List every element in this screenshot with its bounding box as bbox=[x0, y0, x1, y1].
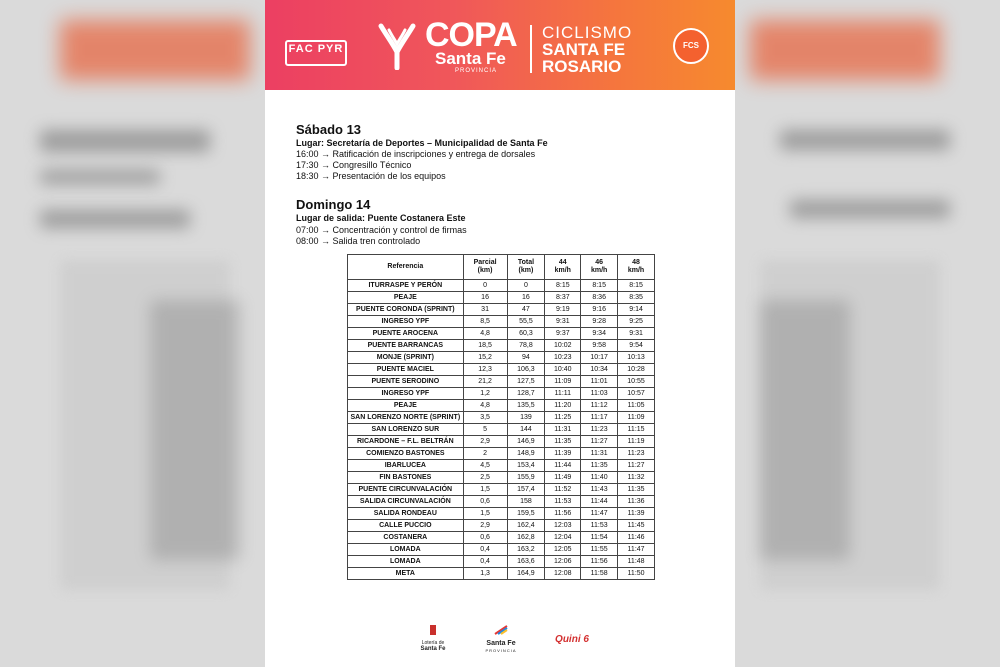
cell-48kmh: 11:48 bbox=[618, 556, 655, 568]
saturday-item: 16:00 → Ratificación de inscripciones y entrega de dorsales bbox=[296, 149, 536, 159]
table-row bbox=[348, 496, 655, 508]
rosario-label: ROSARIO bbox=[542, 57, 622, 76]
cell-total: 163,2 bbox=[507, 544, 545, 556]
header-44kmh: 44 km/h bbox=[545, 255, 581, 280]
cell-46kmh: 8:15 bbox=[581, 280, 618, 292]
cell-46kmh: 11:01 bbox=[581, 376, 618, 388]
cell-46kmh: 11:54 bbox=[581, 532, 618, 544]
cell-44kmh: 11:53 bbox=[545, 496, 581, 508]
cell-parcial: 12,3 bbox=[463, 364, 507, 376]
cell-referencia: SALIDA CIRCUNVALACIÓN bbox=[348, 496, 464, 508]
cell-48kmh: 8:15 bbox=[618, 280, 655, 292]
cell-referencia: PEAJE bbox=[348, 400, 464, 412]
header-banner bbox=[265, 0, 735, 90]
cell-parcial: 4,8 bbox=[463, 328, 507, 340]
route-timetable bbox=[347, 254, 655, 580]
cell-parcial: 0,4 bbox=[463, 556, 507, 568]
cell-parcial: 2,5 bbox=[463, 472, 507, 484]
cell-44kmh: 11:39 bbox=[545, 448, 581, 460]
cell-48kmh: 10:13 bbox=[618, 352, 655, 364]
fac-logo: FAC PYR bbox=[285, 40, 347, 66]
saturday-title: Sábado 13 bbox=[296, 122, 362, 137]
cell-total: 155,9 bbox=[507, 472, 545, 484]
cell-referencia: INGRESO YPF bbox=[348, 316, 464, 328]
table-row bbox=[348, 364, 655, 376]
cell-48kmh: 11:39 bbox=[618, 508, 655, 520]
cell-48kmh: 11:05 bbox=[618, 400, 655, 412]
cell-46kmh: 9:58 bbox=[581, 340, 618, 352]
banner-divider bbox=[530, 25, 532, 73]
cell-44kmh: 12:08 bbox=[545, 568, 581, 580]
cell-referencia: PUENTE MACIEL bbox=[348, 364, 464, 376]
copa-emblem-icon bbox=[377, 22, 417, 70]
copa-provincia: PROVINCIA bbox=[455, 68, 498, 74]
table-row bbox=[348, 340, 655, 352]
cell-parcial: 2,9 bbox=[463, 520, 507, 532]
cell-44kmh: 9:37 bbox=[545, 328, 581, 340]
cell-referencia: SAN LORENZO SUR bbox=[348, 424, 464, 436]
cell-parcial: 1,5 bbox=[463, 484, 507, 496]
cell-total: 94 bbox=[507, 352, 545, 364]
cell-parcial: 5 bbox=[463, 424, 507, 436]
cell-referencia: CALLE PUCCIO bbox=[348, 520, 464, 532]
table-row bbox=[348, 304, 655, 316]
cell-46kmh: 11:55 bbox=[581, 544, 618, 556]
quini6-logo: Quini 6 bbox=[555, 634, 589, 645]
cell-total: 164,9 bbox=[507, 568, 545, 580]
cell-46kmh: 11:31 bbox=[581, 448, 618, 460]
cell-total: 128,7 bbox=[507, 388, 545, 400]
sunday-item: 08:00 → Salida tren controlado bbox=[296, 236, 421, 246]
santa-fe-flag-icon bbox=[493, 625, 509, 635]
cell-parcial: 8,5 bbox=[463, 316, 507, 328]
cell-parcial: 31 bbox=[463, 304, 507, 316]
cell-46kmh: 11:43 bbox=[581, 484, 618, 496]
cell-total: 106,3 bbox=[507, 364, 545, 376]
cell-44kmh: 9:31 bbox=[545, 316, 581, 328]
cell-48kmh: 8:35 bbox=[618, 292, 655, 304]
loteria-emblem-icon bbox=[428, 625, 438, 635]
cell-total: 135,5 bbox=[507, 400, 545, 412]
cell-48kmh: 10:28 bbox=[618, 364, 655, 376]
cell-referencia: LOMADA bbox=[348, 556, 464, 568]
cell-46kmh: 11:35 bbox=[581, 460, 618, 472]
cell-referencia: PUENTE BARRANCAS bbox=[348, 340, 464, 352]
santa-fe-provincia-logo: Santa Fe PROVINCIA bbox=[479, 622, 523, 653]
cell-parcial: 18,5 bbox=[463, 340, 507, 352]
copa-subtitle: Santa Fe bbox=[435, 49, 506, 68]
cell-parcial: 2,9 bbox=[463, 436, 507, 448]
document-page bbox=[265, 0, 735, 667]
table-row bbox=[348, 544, 655, 556]
table-row bbox=[348, 388, 655, 400]
cell-48kmh: 9:54 bbox=[618, 340, 655, 352]
cell-referencia: META bbox=[348, 568, 464, 580]
table-row bbox=[348, 472, 655, 484]
cell-referencia: FIN BASTONES bbox=[348, 472, 464, 484]
cell-46kmh: 11:17 bbox=[581, 412, 618, 424]
cell-44kmh: 12:06 bbox=[545, 556, 581, 568]
saturday-place: Lugar: Secretaría de Deportes – Municipalidad de Santa Fe bbox=[296, 138, 548, 148]
cell-46kmh: 11:53 bbox=[581, 520, 618, 532]
table-row bbox=[348, 292, 655, 304]
cell-46kmh: 11:40 bbox=[581, 472, 618, 484]
cell-48kmh: 11:50 bbox=[618, 568, 655, 580]
cell-46kmh: 11:27 bbox=[581, 436, 618, 448]
cell-44kmh: 11:56 bbox=[545, 508, 581, 520]
cell-46kmh: 11:12 bbox=[581, 400, 618, 412]
header-total: Total (km) bbox=[507, 255, 545, 280]
table-row bbox=[348, 352, 655, 364]
cell-total: 162,4 bbox=[507, 520, 545, 532]
table-row bbox=[348, 328, 655, 340]
cell-referencia: MONJE (SPRINT) bbox=[348, 352, 464, 364]
table-row bbox=[348, 316, 655, 328]
cell-44kmh: 11:11 bbox=[545, 388, 581, 400]
cell-parcial: 0 bbox=[463, 280, 507, 292]
cell-48kmh: 11:36 bbox=[618, 496, 655, 508]
cell-48kmh: 9:25 bbox=[618, 316, 655, 328]
cell-44kmh: 10:40 bbox=[545, 364, 581, 376]
header-48kmh: 48 km/h bbox=[618, 255, 655, 280]
cell-referencia: COMIENZO BASTONES bbox=[348, 448, 464, 460]
cell-parcial: 1,2 bbox=[463, 388, 507, 400]
cell-48kmh: 11:35 bbox=[618, 484, 655, 496]
cell-total: 60,3 bbox=[507, 328, 545, 340]
cell-48kmh: 11:32 bbox=[618, 472, 655, 484]
table-row bbox=[348, 376, 655, 388]
cell-total: 153,4 bbox=[507, 460, 545, 472]
table-row bbox=[348, 400, 655, 412]
cell-48kmh: 11:46 bbox=[618, 532, 655, 544]
cell-total: 47 bbox=[507, 304, 545, 316]
table-row bbox=[348, 412, 655, 424]
cell-total: 139 bbox=[507, 412, 545, 424]
cell-referencia: INGRESO YPF bbox=[348, 388, 464, 400]
cell-parcial: 0,6 bbox=[463, 496, 507, 508]
cell-total: 127,5 bbox=[507, 376, 545, 388]
cell-total: 159,5 bbox=[507, 508, 545, 520]
cell-total: 158 bbox=[507, 496, 545, 508]
sunday-place: Lugar de salida: Puente Costanera Este bbox=[296, 213, 466, 223]
cell-44kmh: 12:04 bbox=[545, 532, 581, 544]
cell-46kmh: 11:03 bbox=[581, 388, 618, 400]
cell-referencia: IBARLUCEA bbox=[348, 460, 464, 472]
cell-46kmh: 10:34 bbox=[581, 364, 618, 376]
cell-referencia: PEAJE bbox=[348, 292, 464, 304]
loteria-logo: Lotería de Santa Fe bbox=[413, 622, 453, 653]
cell-48kmh: 10:55 bbox=[618, 376, 655, 388]
cell-46kmh: 11:23 bbox=[581, 424, 618, 436]
table-row bbox=[348, 448, 655, 460]
cell-44kmh: 12:05 bbox=[545, 544, 581, 556]
ciclismo-label: CICLISMO bbox=[542, 23, 633, 42]
cell-total: 16 bbox=[507, 292, 545, 304]
cell-48kmh: 11:15 bbox=[618, 424, 655, 436]
cell-46kmh: 9:34 bbox=[581, 328, 618, 340]
cell-44kmh: 11:20 bbox=[545, 400, 581, 412]
cell-parcial: 1,3 bbox=[463, 568, 507, 580]
cell-44kmh: 8:37 bbox=[545, 292, 581, 304]
cell-parcial: 15,2 bbox=[463, 352, 507, 364]
cell-44kmh: 8:15 bbox=[545, 280, 581, 292]
cell-total: 78,8 bbox=[507, 340, 545, 352]
cell-48kmh: 9:14 bbox=[618, 304, 655, 316]
cell-46kmh: 11:56 bbox=[581, 556, 618, 568]
table-row bbox=[348, 532, 655, 544]
saturday-item: 17:30 → Congresillo Técnico bbox=[296, 160, 412, 170]
cell-46kmh: 10:17 bbox=[581, 352, 618, 364]
cell-46kmh: 11:44 bbox=[581, 496, 618, 508]
table-row bbox=[348, 460, 655, 472]
santa-fe-label: SANTA FE bbox=[542, 40, 626, 59]
cell-48kmh: 10:57 bbox=[618, 388, 655, 400]
cell-referencia: PUENTE CORONDA (SPRINT) bbox=[348, 304, 464, 316]
saturday-item: 18:30 → Presentación de los equipos bbox=[296, 171, 446, 181]
cell-44kmh: 11:31 bbox=[545, 424, 581, 436]
cell-total: 148,9 bbox=[507, 448, 545, 460]
cell-referencia: PUENTE CIRCUNVALACIÓN bbox=[348, 484, 464, 496]
cell-referencia: COSTANERA bbox=[348, 532, 464, 544]
cell-48kmh: 11:27 bbox=[618, 460, 655, 472]
cell-parcial: 16 bbox=[463, 292, 507, 304]
table-row bbox=[348, 508, 655, 520]
cell-total: 162,8 bbox=[507, 532, 545, 544]
cell-total: 146,9 bbox=[507, 436, 545, 448]
cell-44kmh: 11:25 bbox=[545, 412, 581, 424]
table-row bbox=[348, 484, 655, 496]
cell-44kmh: 11:52 bbox=[545, 484, 581, 496]
cell-44kmh: 11:44 bbox=[545, 460, 581, 472]
cell-total: 157,4 bbox=[507, 484, 545, 496]
cell-44kmh: 9:19 bbox=[545, 304, 581, 316]
sunday-title: Domingo 14 bbox=[296, 197, 371, 212]
cell-44kmh: 11:09 bbox=[545, 376, 581, 388]
cell-46kmh: 11:47 bbox=[581, 508, 618, 520]
cell-48kmh: 11:09 bbox=[618, 412, 655, 424]
cell-48kmh: 11:19 bbox=[618, 436, 655, 448]
cell-total: 163,6 bbox=[507, 556, 545, 568]
header-referencia: Referencia bbox=[348, 255, 464, 280]
table-row bbox=[348, 436, 655, 448]
cell-referencia: ITURRASPE Y PERÓN bbox=[348, 280, 464, 292]
cell-48kmh: 11:47 bbox=[618, 544, 655, 556]
table-row bbox=[348, 424, 655, 436]
cell-referencia: LOMADA bbox=[348, 544, 464, 556]
cell-44kmh: 11:49 bbox=[545, 472, 581, 484]
cell-parcial: 3,5 bbox=[463, 412, 507, 424]
cell-48kmh: 11:23 bbox=[618, 448, 655, 460]
fcs-badge-logo: FCS bbox=[673, 28, 709, 64]
table-row bbox=[348, 556, 655, 568]
copa-title: COPA bbox=[425, 16, 517, 54]
table-row bbox=[348, 280, 655, 292]
cell-46kmh: 9:28 bbox=[581, 316, 618, 328]
cell-parcial: 4,5 bbox=[463, 460, 507, 472]
cell-total: 55,5 bbox=[507, 316, 545, 328]
header-46kmh: 46 km/h bbox=[581, 255, 618, 280]
cell-parcial: 21,2 bbox=[463, 376, 507, 388]
cell-46kmh: 8:36 bbox=[581, 292, 618, 304]
cell-46kmh: 9:16 bbox=[581, 304, 618, 316]
cell-parcial: 0,4 bbox=[463, 544, 507, 556]
cell-referencia: SALIDA RONDEAU bbox=[348, 508, 464, 520]
cell-total: 144 bbox=[507, 424, 545, 436]
cell-parcial: 4,8 bbox=[463, 400, 507, 412]
table-row bbox=[348, 568, 655, 580]
cell-44kmh: 10:02 bbox=[545, 340, 581, 352]
header-parcial: Parcial (km) bbox=[463, 255, 507, 280]
cell-parcial: 2 bbox=[463, 448, 507, 460]
cell-44kmh: 10:23 bbox=[545, 352, 581, 364]
cell-46kmh: 11:58 bbox=[581, 568, 618, 580]
cell-referencia: PUENTE AROCENA bbox=[348, 328, 464, 340]
cell-48kmh: 9:31 bbox=[618, 328, 655, 340]
cell-parcial: 1,5 bbox=[463, 508, 507, 520]
cell-48kmh: 11:45 bbox=[618, 520, 655, 532]
cell-referencia: SAN LORENZO NORTE (SPRINT) bbox=[348, 412, 464, 424]
cell-total: 0 bbox=[507, 280, 545, 292]
cell-referencia: PUENTE SERODINO bbox=[348, 376, 464, 388]
cell-referencia: RICARDONE – F.L. BELTRÁN bbox=[348, 436, 464, 448]
cell-44kmh: 12:03 bbox=[545, 520, 581, 532]
table-header-row bbox=[348, 255, 655, 280]
sunday-item: 07:00 → Concentración y control de firmas bbox=[296, 225, 467, 235]
table-row bbox=[348, 520, 655, 532]
cell-44kmh: 11:35 bbox=[545, 436, 581, 448]
cell-parcial: 0,6 bbox=[463, 532, 507, 544]
